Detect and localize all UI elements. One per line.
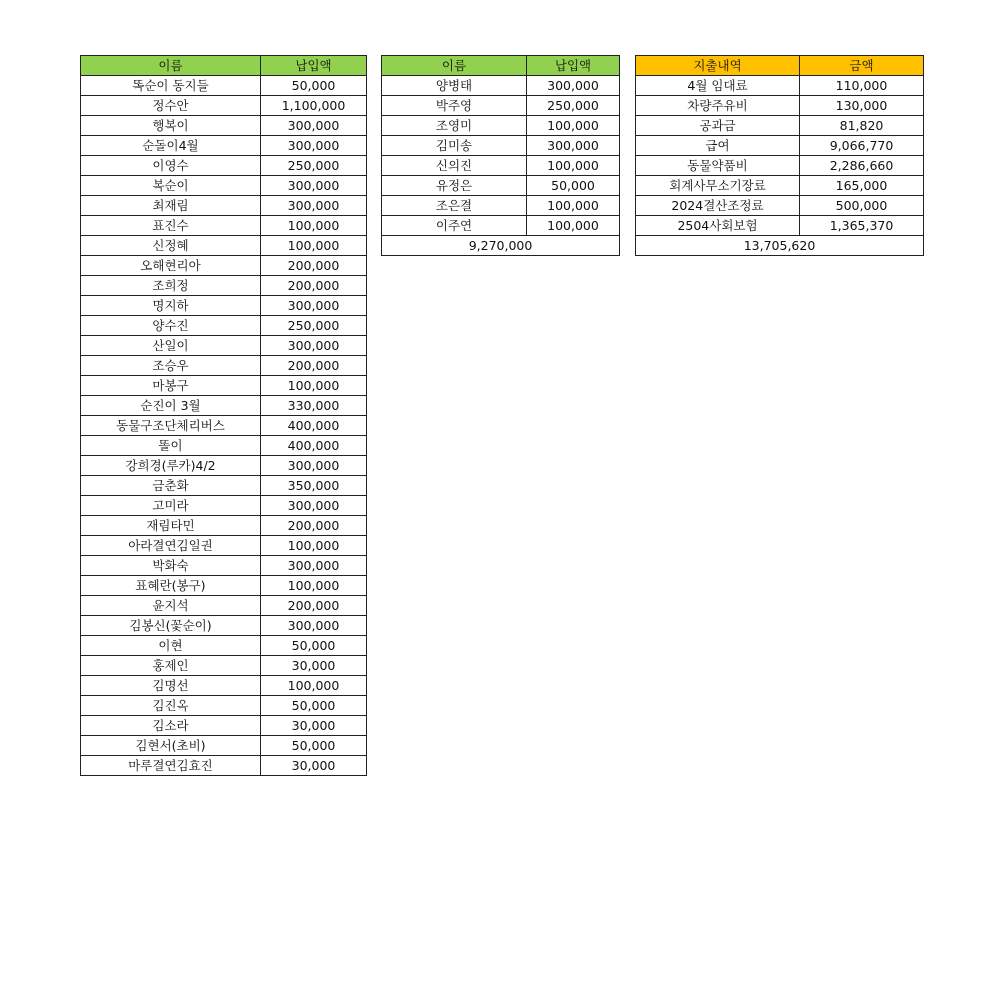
donor-name-cell: 조승우 xyxy=(81,356,261,376)
donation-amount-cell: 200,000 xyxy=(261,356,367,376)
donor-name-cell: 김진옥 xyxy=(81,696,261,716)
donor-name-cell: 오해현리아 xyxy=(81,256,261,276)
table-row xyxy=(636,116,924,136)
donor-name-cell: 순진이 3월 xyxy=(81,396,261,416)
table-row xyxy=(81,696,367,716)
table-row xyxy=(81,676,367,696)
table-row xyxy=(81,316,367,336)
table-row xyxy=(81,556,367,576)
table-row xyxy=(81,596,367,616)
expense-amount-cell: 81,820 xyxy=(800,116,924,136)
donor-name-cell: 조희정 xyxy=(81,276,261,296)
donation-amount-cell: 300,000 xyxy=(261,116,367,136)
table-row xyxy=(636,196,924,216)
column-header-expense-item: 지출내역 xyxy=(636,56,800,76)
table-row xyxy=(81,536,367,556)
table-row xyxy=(81,616,367,636)
donor-name-cell: 고미라 xyxy=(81,496,261,516)
donation-amount-cell: 100,000 xyxy=(261,536,367,556)
donor-name-cell: 아라결연김일권 xyxy=(81,536,261,556)
donation-amount-cell: 100,000 xyxy=(261,376,367,396)
expense-total: 13,705,620 xyxy=(636,236,924,256)
header-row xyxy=(81,56,367,76)
donation-amount-cell: 50,000 xyxy=(261,736,367,756)
column-header-amount: 납입액 xyxy=(261,56,367,76)
expense-item-cell: 동물약품비 xyxy=(636,156,800,176)
donation-amount-cell: 100,000 xyxy=(527,216,620,236)
donation-amount-cell: 300,000 xyxy=(261,176,367,196)
table-row xyxy=(382,76,620,96)
donor-name-cell: 김봉신(꽃순이) xyxy=(81,616,261,636)
donation-amount-cell: 300,000 xyxy=(261,296,367,316)
expense-amount-cell: 500,000 xyxy=(800,196,924,216)
table-row xyxy=(81,376,367,396)
expense-item-cell: 회계사무소기장료 xyxy=(636,176,800,196)
donor-name-cell: 유정은 xyxy=(382,176,527,196)
donation-amount-cell: 200,000 xyxy=(261,596,367,616)
expense-amount-cell: 130,000 xyxy=(800,96,924,116)
donation-amount-cell: 300,000 xyxy=(261,196,367,216)
donor-name-cell: 똘이 xyxy=(81,436,261,456)
donation-amount-cell: 30,000 xyxy=(261,756,367,776)
table-row xyxy=(81,636,367,656)
table-row xyxy=(81,156,367,176)
expense-amount-cell: 2,286,660 xyxy=(800,156,924,176)
table-row xyxy=(382,136,620,156)
donation-amount-cell: 50,000 xyxy=(527,176,620,196)
table-row xyxy=(81,716,367,736)
donor-name-cell: 마루결연김효진 xyxy=(81,756,261,776)
table-row xyxy=(81,736,367,756)
expense-table xyxy=(635,55,924,256)
donation-amount-cell: 100,000 xyxy=(261,576,367,596)
donor-name-cell: 표진수 xyxy=(81,216,261,236)
table-row xyxy=(81,756,367,776)
column-header-name: 이름 xyxy=(81,56,261,76)
donation-amount-cell: 1,100,000 xyxy=(261,96,367,116)
table-row xyxy=(81,96,367,116)
donor-name-cell: 복순이 xyxy=(81,176,261,196)
donor-name-cell: 양병태 xyxy=(382,76,527,96)
donation-amount-cell: 250,000 xyxy=(261,316,367,336)
table-row xyxy=(81,256,367,276)
table-row xyxy=(636,156,924,176)
table-row xyxy=(81,416,367,436)
income-table-right xyxy=(381,55,620,256)
table-row xyxy=(81,216,367,236)
donor-name-cell: 순돌이4월 xyxy=(81,136,261,156)
table-row xyxy=(81,176,367,196)
donor-name-cell: 최재림 xyxy=(81,196,261,216)
table-row xyxy=(81,296,367,316)
column-header-amount: 납입액 xyxy=(527,56,620,76)
table-row xyxy=(382,156,620,176)
donation-amount-cell: 30,000 xyxy=(261,656,367,676)
total-row xyxy=(636,236,924,256)
donor-name-cell: 신의진 xyxy=(382,156,527,176)
expense-item-cell: 4월 임대료 xyxy=(636,76,800,96)
donation-amount-cell: 50,000 xyxy=(261,76,367,96)
donation-amount-cell: 100,000 xyxy=(527,116,620,136)
table-row xyxy=(81,576,367,596)
donor-name-cell: 이주연 xyxy=(382,216,527,236)
donation-amount-cell: 350,000 xyxy=(261,476,367,496)
donation-amount-cell: 200,000 xyxy=(261,256,367,276)
donor-name-cell: 똑순이 동지들 xyxy=(81,76,261,96)
table-row xyxy=(81,76,367,96)
donor-name-cell: 동물구조단체리버스 xyxy=(81,416,261,436)
donation-amount-cell: 100,000 xyxy=(527,156,620,176)
donor-name-cell: 김미송 xyxy=(382,136,527,156)
expense-item-cell: 급여 xyxy=(636,136,800,156)
column-header-expense-amount: 금액 xyxy=(800,56,924,76)
donor-name-cell: 김소라 xyxy=(81,716,261,736)
donation-amount-cell: 30,000 xyxy=(261,716,367,736)
table-row xyxy=(636,76,924,96)
table-row xyxy=(81,236,367,256)
table-row xyxy=(81,336,367,356)
donation-amount-cell: 50,000 xyxy=(261,636,367,656)
donor-name-cell: 금춘화 xyxy=(81,476,261,496)
expense-item-cell: 차량주유비 xyxy=(636,96,800,116)
table-row xyxy=(636,216,924,236)
table-row xyxy=(81,476,367,496)
donation-amount-cell: 400,000 xyxy=(261,416,367,436)
table-row xyxy=(81,116,367,136)
donor-name-cell: 이현 xyxy=(81,636,261,656)
total-row xyxy=(382,236,620,256)
donation-amount-cell: 100,000 xyxy=(261,236,367,256)
donor-name-cell: 명지하 xyxy=(81,296,261,316)
donation-amount-cell: 300,000 xyxy=(527,76,620,96)
donor-name-cell: 이영수 xyxy=(81,156,261,176)
table-row xyxy=(636,136,924,156)
donation-amount-cell: 250,000 xyxy=(527,96,620,116)
table-row xyxy=(81,276,367,296)
table-row xyxy=(81,136,367,156)
donor-name-cell: 홍제인 xyxy=(81,656,261,676)
donor-name-cell: 김현서(초비) xyxy=(81,736,261,756)
donor-name-cell: 양수진 xyxy=(81,316,261,336)
table-row xyxy=(382,96,620,116)
donor-name-cell: 재림타민 xyxy=(81,516,261,536)
table-row xyxy=(81,516,367,536)
expense-amount-cell: 9,066,770 xyxy=(800,136,924,156)
donor-name-cell: 표혜란(봉구) xyxy=(81,576,261,596)
table-body xyxy=(636,76,924,236)
donor-name-cell: 신정혜 xyxy=(81,236,261,256)
table-row xyxy=(81,456,367,476)
table-row xyxy=(382,216,620,236)
donation-amount-cell: 330,000 xyxy=(261,396,367,416)
donor-name-cell: 조은결 xyxy=(382,196,527,216)
expense-item-cell: 2024결산조정료 xyxy=(636,196,800,216)
expense-amount-cell: 1,365,370 xyxy=(800,216,924,236)
expense-item-cell: 2504사회보험 xyxy=(636,216,800,236)
donation-amount-cell: 200,000 xyxy=(261,516,367,536)
donor-name-cell: 박화숙 xyxy=(81,556,261,576)
donation-amount-cell: 300,000 xyxy=(261,616,367,636)
expense-item-cell: 공과금 xyxy=(636,116,800,136)
donor-name-cell: 강희경(루카)4/2 xyxy=(81,456,261,476)
header-row xyxy=(382,56,620,76)
income-total: 9,270,000 xyxy=(382,236,620,256)
donor-name-cell: 박주영 xyxy=(382,96,527,116)
table-row xyxy=(81,196,367,216)
donor-name-cell: 산일이 xyxy=(81,336,261,356)
table-body xyxy=(382,76,620,236)
column-header-name: 이름 xyxy=(382,56,527,76)
expense-amount-cell: 110,000 xyxy=(800,76,924,96)
donation-amount-cell: 50,000 xyxy=(261,696,367,716)
donor-name-cell: 마봉구 xyxy=(81,376,261,396)
donation-amount-cell: 300,000 xyxy=(261,136,367,156)
donation-amount-cell: 300,000 xyxy=(261,496,367,516)
header-row xyxy=(636,56,924,76)
donor-name-cell: 정수안 xyxy=(81,96,261,116)
table-row xyxy=(636,96,924,116)
table-row xyxy=(382,116,620,136)
table-body xyxy=(81,76,367,776)
table-row xyxy=(81,356,367,376)
table-row xyxy=(81,656,367,676)
donation-amount-cell: 300,000 xyxy=(261,456,367,476)
donor-name-cell: 행복이 xyxy=(81,116,261,136)
table-row xyxy=(382,196,620,216)
donation-amount-cell: 100,000 xyxy=(261,216,367,236)
donor-name-cell: 윤지석 xyxy=(81,596,261,616)
donation-amount-cell: 400,000 xyxy=(261,436,367,456)
expense-amount-cell: 165,000 xyxy=(800,176,924,196)
table-row xyxy=(81,396,367,416)
donation-amount-cell: 300,000 xyxy=(261,336,367,356)
donation-amount-cell: 200,000 xyxy=(261,276,367,296)
donation-amount-cell: 100,000 xyxy=(261,676,367,696)
donation-amount-cell: 100,000 xyxy=(527,196,620,216)
table-row xyxy=(636,176,924,196)
donation-amount-cell: 300,000 xyxy=(261,556,367,576)
donor-name-cell: 김명선 xyxy=(81,676,261,696)
table-row xyxy=(81,436,367,456)
donor-name-cell: 조영미 xyxy=(382,116,527,136)
donation-amount-cell: 300,000 xyxy=(527,136,620,156)
table-row xyxy=(382,176,620,196)
donation-amount-cell: 250,000 xyxy=(261,156,367,176)
table-row xyxy=(81,496,367,516)
income-table-left xyxy=(80,55,367,776)
